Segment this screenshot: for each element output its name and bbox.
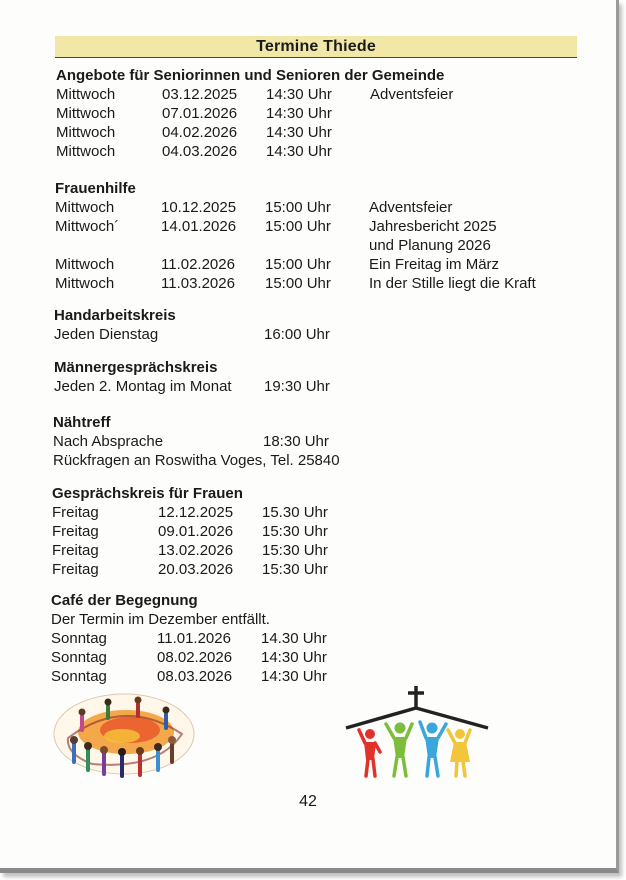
person-yellow-icon xyxy=(448,729,470,776)
time-cell: 16:00 Uhr xyxy=(264,326,330,343)
table-row xyxy=(51,648,327,667)
time-cell: 15:30 Uhr xyxy=(262,523,328,540)
date-cell: 04.03.2026 xyxy=(162,143,238,160)
time-cell: 14.30 Uhr xyxy=(261,630,327,647)
section-handarbeit xyxy=(54,306,330,344)
text-cell: Jeden 2. Montag im Monat xyxy=(54,378,232,395)
section-title: Angebote für Seniorinnen und Senioren der Gemeinde xyxy=(56,67,445,84)
time-cell: 15:00 Uhr xyxy=(265,275,331,292)
table-row xyxy=(52,503,328,522)
note-cell: Jahresbericht 2025 xyxy=(369,218,497,235)
date-cell: 04.02.2026 xyxy=(162,124,238,141)
table-row xyxy=(54,377,330,396)
note-cell: Adventsfeier xyxy=(369,199,453,216)
people-circle-illustration xyxy=(48,686,200,791)
time-cell: 14:30 Uhr xyxy=(261,649,327,666)
note-cell: Adventsfeier xyxy=(370,86,454,103)
table-row xyxy=(56,85,454,104)
person-green-icon xyxy=(386,723,412,777)
time-cell: 14:30 Uhr xyxy=(266,105,332,122)
text-cell: Jeden Dienstag xyxy=(54,326,159,343)
date-cell: 10.12.2025 xyxy=(161,199,237,216)
table-row xyxy=(52,541,328,560)
table-row xyxy=(56,104,444,123)
time-cell: 15.30 Uhr xyxy=(262,504,328,521)
note-cell: Ein Freitag im März xyxy=(369,256,500,273)
people-circle-image xyxy=(48,686,200,786)
day-cell: Mittwoch xyxy=(56,124,116,141)
date-cell: 09.01.2026 xyxy=(158,523,234,540)
time-cell: 14:30 Uhr xyxy=(261,668,327,685)
date-cell: 11.03.2026 xyxy=(161,275,235,292)
time-cell: 14:30 Uhr xyxy=(266,124,332,141)
table-row xyxy=(55,198,453,217)
section-frauen xyxy=(52,484,328,579)
date-cell: 13.02.2026 xyxy=(158,542,234,559)
date-cell: 12.12.2025 xyxy=(158,504,234,521)
note-cell: und Planung 2026 xyxy=(369,237,491,254)
page-title: Termine Thiede xyxy=(55,36,577,58)
time-cell: 15:30 Uhr xyxy=(262,542,328,559)
time-cell: 15:00 Uhr xyxy=(265,256,331,273)
day-cell: Freitag xyxy=(52,523,99,540)
church-roof-image xyxy=(344,686,490,782)
day-cell: Mittwoch´ xyxy=(55,218,120,235)
table-row xyxy=(56,142,444,161)
section-note: Der Termin im Dezember entfällt. xyxy=(51,611,270,628)
time-cell: 15:30 Uhr xyxy=(262,561,328,578)
section-title: Frauenhilfe xyxy=(55,180,136,197)
contact-text: Rückfragen an Roswitha Voges, Tel. 25840 xyxy=(53,452,340,469)
section-title: Männergesprächskreis xyxy=(54,359,218,376)
section-title: Handarbeitskreis xyxy=(54,307,176,324)
section-frauenhilfe xyxy=(55,179,536,293)
section-title: Nähtreff xyxy=(53,414,111,431)
date-cell: 03.12.2025 xyxy=(162,86,238,103)
date-cell: 08.03.2026 xyxy=(157,668,233,685)
section-maenner xyxy=(54,358,330,396)
date-cell: 20.03.2026 xyxy=(158,561,234,578)
date-cell: 07.01.2026 xyxy=(162,105,238,122)
person-red-icon xyxy=(359,729,380,776)
day-cell: Mittwoch xyxy=(56,143,116,160)
church-roof-illustration xyxy=(344,686,490,787)
day-cell: Mittwoch xyxy=(56,105,116,122)
time-cell: 15:00 Uhr xyxy=(265,199,331,216)
section-title: Gesprächskreis für Frauen xyxy=(52,485,243,502)
table-row xyxy=(56,123,444,142)
day-cell: Mittwoch xyxy=(55,199,115,216)
table-row xyxy=(53,432,340,451)
time-cell: 18:30 Uhr xyxy=(263,433,329,450)
table-row xyxy=(52,560,328,579)
time-cell: 19:30 Uhr xyxy=(264,378,330,395)
date-cell: 14.01.2026 xyxy=(161,218,237,235)
table-row-continuation xyxy=(55,236,491,255)
section-senioren xyxy=(56,66,454,161)
section-cafe xyxy=(51,591,327,686)
date-cell: 08.02.2026 xyxy=(157,649,233,666)
day-cell: Sonntag xyxy=(51,630,107,647)
day-cell: Sonntag xyxy=(51,668,107,685)
table-row xyxy=(51,667,327,686)
day-cell: Freitag xyxy=(52,504,99,521)
day-cell: Mittwoch xyxy=(56,86,116,103)
time-cell: 14:30 Uhr xyxy=(266,86,332,103)
day-cell: Freitag xyxy=(52,542,99,559)
note-cell: In der Stille liegt die Kraft xyxy=(369,275,536,292)
table-row xyxy=(55,255,500,274)
table-row xyxy=(54,325,330,344)
day-cell: Sonntag xyxy=(51,649,107,666)
date-cell: 11.02.2026 xyxy=(161,256,235,273)
day-cell: Mittwoch xyxy=(55,275,115,292)
table-row xyxy=(52,522,328,541)
day-cell: Mittwoch xyxy=(55,256,115,273)
table-row xyxy=(55,217,497,236)
page-number: 42 xyxy=(299,793,317,810)
date-cell: 11.01.2026 xyxy=(157,630,231,647)
section-naehtreff xyxy=(53,413,340,470)
time-cell: 15:00 Uhr xyxy=(265,218,331,235)
section-title: Café der Begegnung xyxy=(51,592,198,609)
day-cell: Freitag xyxy=(52,561,99,578)
time-cell: 14:30 Uhr xyxy=(266,143,332,160)
table-row xyxy=(55,274,536,293)
text-cell: Nach Absprache xyxy=(53,433,164,450)
person-blue-icon xyxy=(420,722,446,776)
table-row xyxy=(51,629,327,648)
